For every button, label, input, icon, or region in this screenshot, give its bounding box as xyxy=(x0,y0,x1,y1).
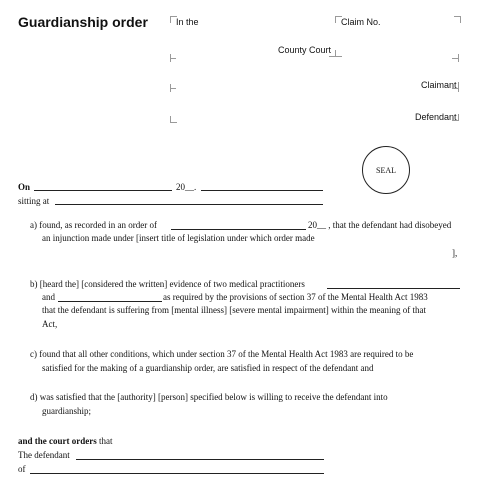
the-defendant-label: The defendant xyxy=(18,450,70,460)
court-orders-heading: and the court orders that xyxy=(18,436,113,446)
box-corner-claim-bottom-left xyxy=(335,50,342,57)
para-b-line2-end: as required by the provisions of section 37 of the Mental Health Act 1983 xyxy=(163,292,428,302)
para-b-line3: that the defendant is suffering from [mental illness] [severe mental impairment] within the meaning of that xyxy=(42,305,426,315)
practitioner-2-field[interactable] xyxy=(58,301,162,302)
tick-left-2h xyxy=(170,88,176,89)
box-corner-bottom-left xyxy=(170,116,177,123)
tick-right-2 xyxy=(458,82,459,92)
sitting-at-field[interactable] xyxy=(55,204,323,205)
box-corner-bottom-right xyxy=(452,114,459,121)
para-d-line2: guardianship; xyxy=(42,406,91,416)
para-a-line1-year: 20__ , that the defendant had disobeyed xyxy=(308,220,452,230)
order-date-field[interactable] xyxy=(171,229,306,230)
para-b-line2-start: and xyxy=(42,292,55,302)
tick-right-1h xyxy=(452,58,458,59)
year-prefix: 20__. xyxy=(176,182,197,192)
on-label: On xyxy=(18,182,31,192)
practitioner-1-field[interactable] xyxy=(327,288,460,289)
in-the-label: In the xyxy=(176,17,199,27)
para-c-line2: satisfied for the making of a guardianship order, are satisfied in respect of the defendant and xyxy=(42,363,374,373)
of-label: of xyxy=(18,464,26,474)
date-field[interactable] xyxy=(34,190,172,191)
tick-left-1h xyxy=(170,58,176,59)
para-a-line3: ], xyxy=(452,248,458,258)
box-corner-top-right xyxy=(454,16,461,23)
para-b-line1: b) [heard the] [considered the written] evidence of two medical practitioners xyxy=(30,279,305,289)
tick-right-1 xyxy=(458,54,459,62)
county-court-label: County Court xyxy=(278,45,332,55)
para-d-line1: d) was satisfied that the [authority] [person] specified below is willing to receive the defendant into xyxy=(30,392,388,402)
defendant-address-field[interactable] xyxy=(30,473,324,474)
seal-text: SEAL xyxy=(376,165,396,175)
court-seal xyxy=(362,146,410,194)
defendant-label: Defendant xyxy=(415,112,457,122)
tick-right-2h xyxy=(452,88,458,89)
para-a-line2: an injunction made under [insert title of legislation under which order made xyxy=(42,233,315,243)
claimant-label: Claimant xyxy=(421,80,457,90)
claim-no-label: Claim No. xyxy=(341,17,381,27)
para-b-line4: Act, xyxy=(42,319,58,329)
defendant-name-field[interactable] xyxy=(76,459,324,460)
para-a-line1-start: a) found, as recorded in an order of xyxy=(30,220,157,230)
judge-field[interactable] xyxy=(201,190,323,191)
form-title: Guardianship order xyxy=(18,14,148,30)
para-c-line1: c) found that all other conditions, which under section 37 of the Mental Health Act 1983 are required to be xyxy=(30,349,414,359)
sitting-at-label: sitting at xyxy=(18,196,50,206)
